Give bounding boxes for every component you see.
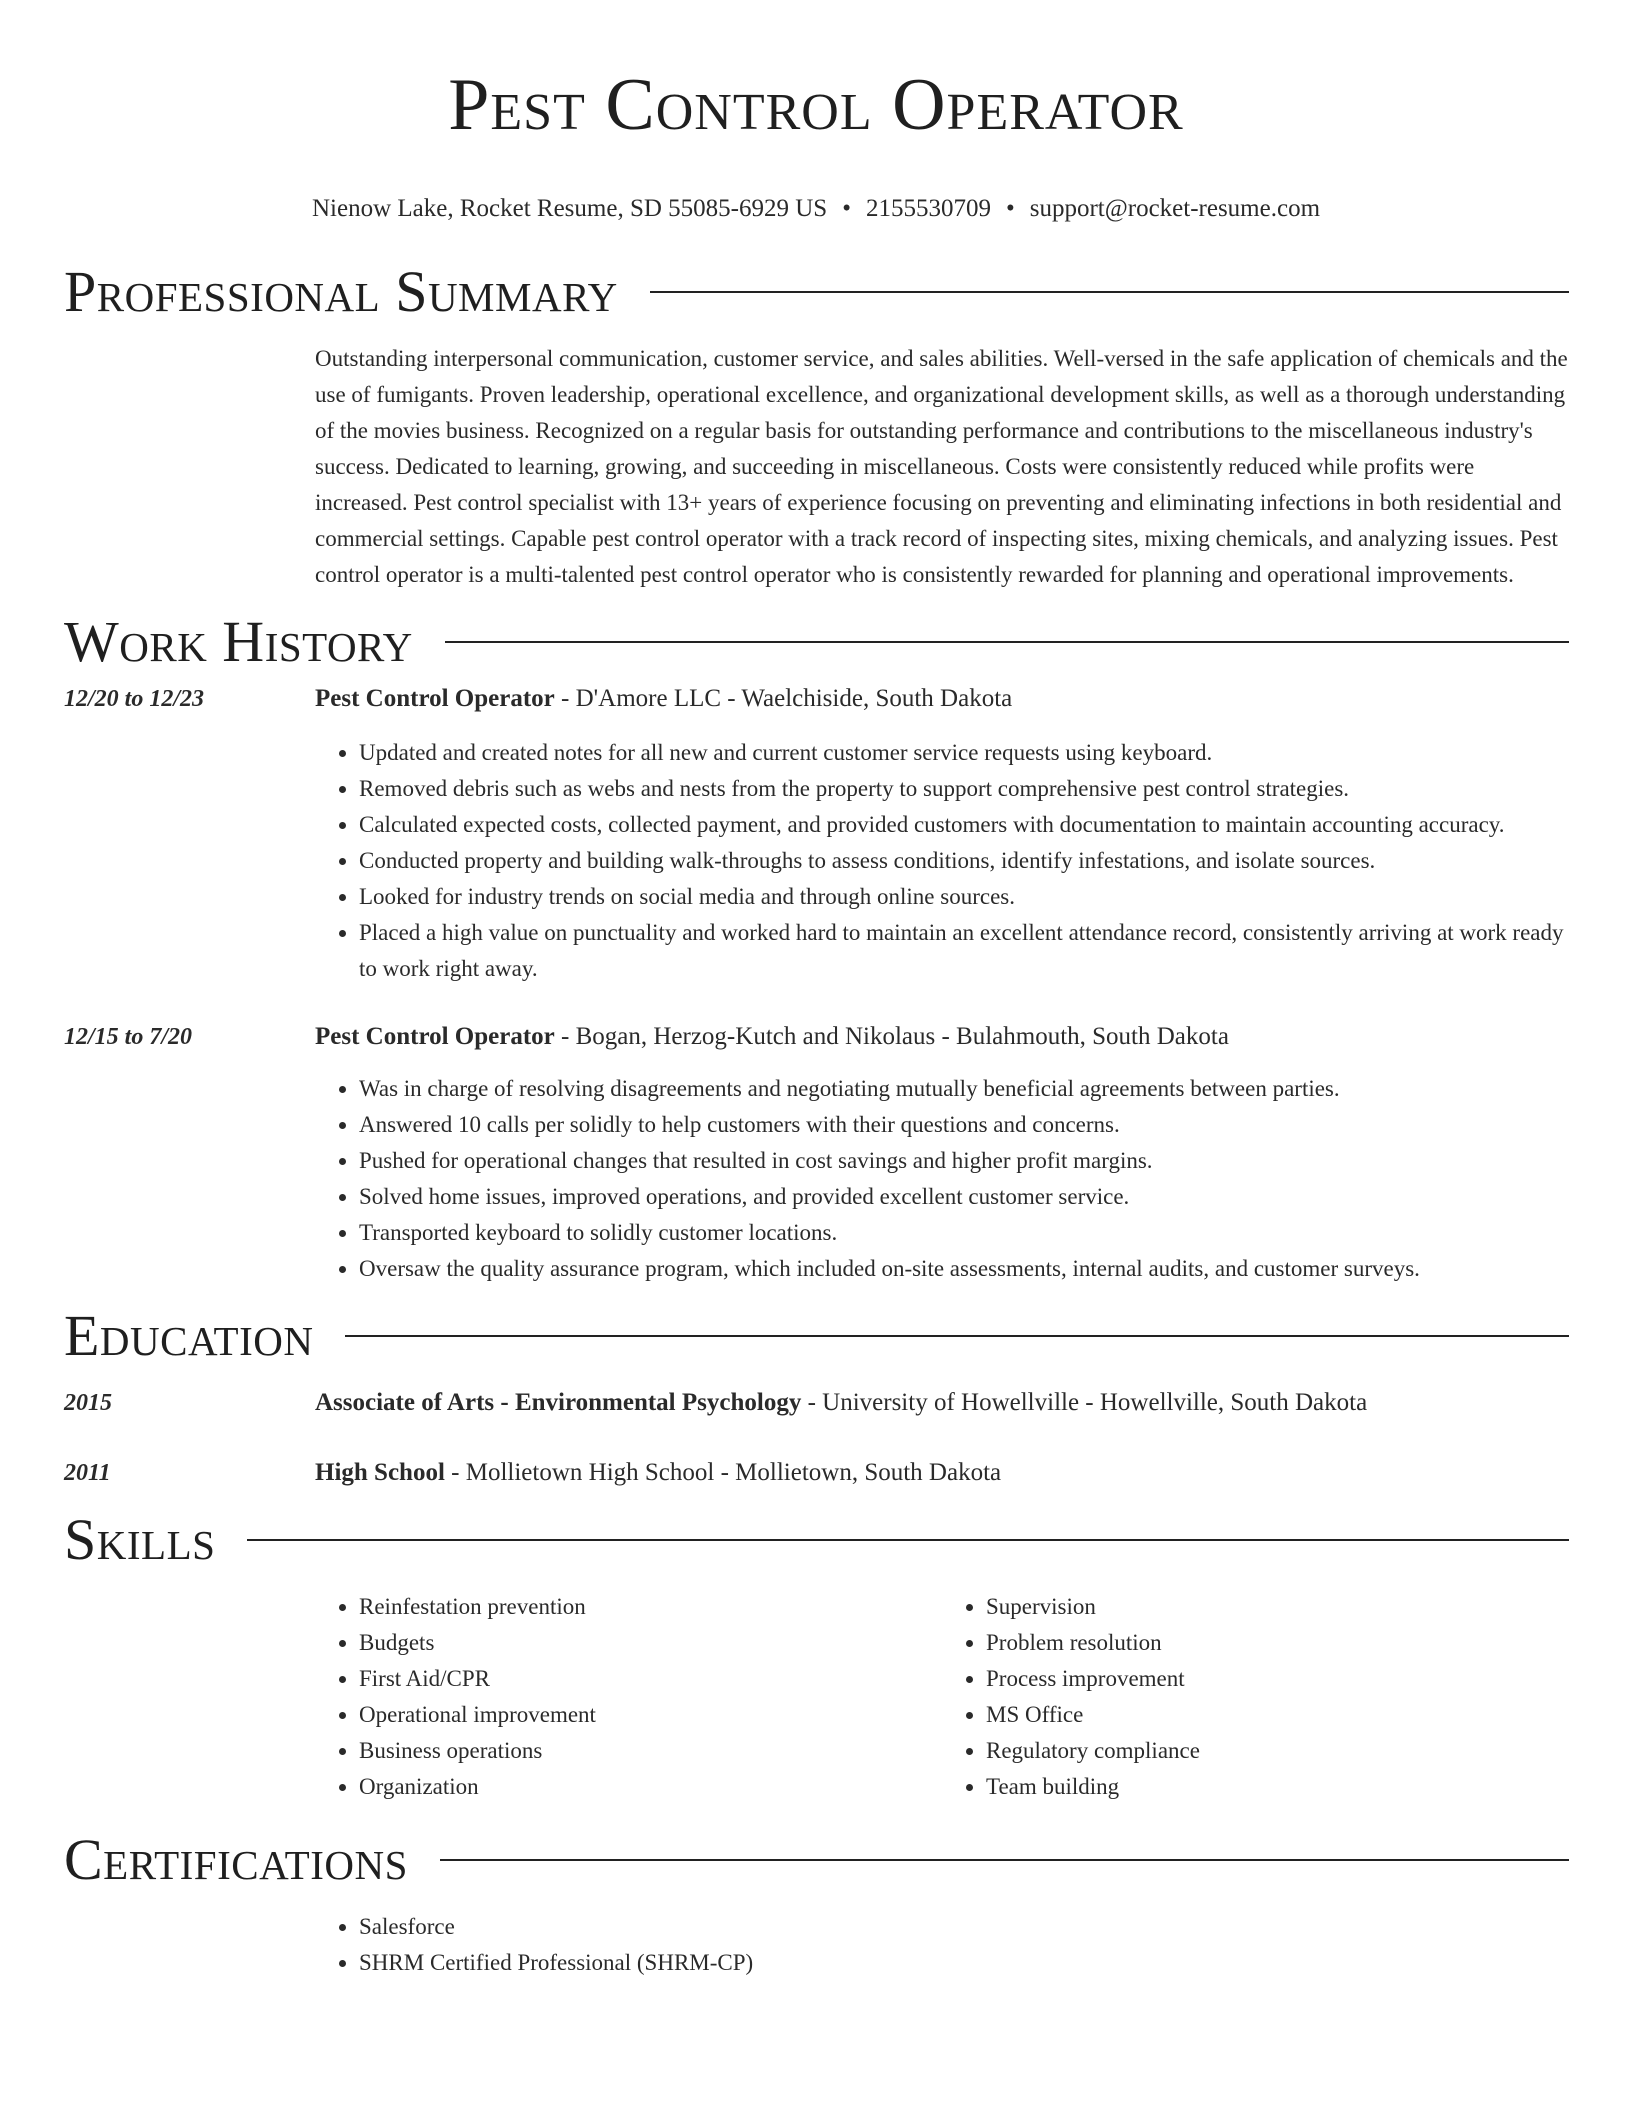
certifications-list	[315, 1909, 1569, 1981]
summary-header	[64, 257, 1569, 327]
skills-heading: Skills	[64, 1507, 216, 1572]
list-item: • Business operations	[359, 1733, 942, 1769]
job-bullets	[315, 1071, 1569, 1287]
education-degree: High School	[315, 1459, 445, 1486]
education-body	[315, 1455, 1569, 1491]
summary-heading: Professional Summary	[64, 259, 618, 324]
certifications-section	[64, 1825, 1569, 1981]
list-item: • SHRM Certified Professional (SHRM-CP)	[359, 1945, 1569, 1981]
skills-section	[64, 1505, 1569, 1805]
list-item: • Operational improvement	[359, 1697, 942, 1733]
list-item: • Calculated expected costs, collected payment, and provided customers with documentation to maintain accounting accuracy.	[359, 807, 1569, 843]
work-history-heading: Work History	[64, 609, 413, 674]
skills-columns	[315, 1589, 1569, 1805]
list-item: • Regulatory compliance	[986, 1733, 1569, 1769]
list-item: • Reinfestation prevention	[359, 1589, 942, 1625]
job-title: Pest Control Operator	[315, 1023, 555, 1050]
list-item: • Looked for industry trends on social media and through online sources.	[359, 879, 1569, 915]
list-item: • Organization	[359, 1769, 942, 1805]
job-title: Pest Control Operator	[315, 685, 555, 712]
job-line	[315, 681, 1569, 717]
work-history-header	[64, 607, 1569, 677]
contact-email: support@rocket-resume.com	[1029, 195, 1321, 222]
job-bullets	[315, 735, 1569, 987]
education-entry	[64, 1385, 1569, 1421]
list-item: • Removed debris such as webs and nests from the property to support comprehensive pest control strategies.	[359, 771, 1569, 807]
section-divider	[247, 1539, 1569, 1541]
education-details: - University of Howellville - Howellville, South Dakota	[801, 1389, 1368, 1416]
certifications-list-wrap	[315, 1909, 1569, 1981]
skills-left-list	[315, 1589, 942, 1805]
education-line	[315, 1385, 1569, 1421]
job-entry	[64, 681, 1569, 987]
section-divider	[445, 641, 1569, 643]
education-year: 2015	[64, 1390, 112, 1416]
education-line	[315, 1455, 1569, 1491]
summary-section	[64, 257, 1569, 593]
list-item: • Team building	[986, 1769, 1569, 1805]
skills-right-list	[942, 1589, 1569, 1805]
list-item: • First Aid/CPR	[359, 1661, 942, 1697]
education-heading: Education	[64, 1303, 314, 1368]
list-item: • Supervision	[986, 1589, 1569, 1625]
contact-address: Nienow Lake, Rocket Resume, SD 55085-6929 US	[311, 195, 828, 222]
list-item: • Conducted property and building walk-throughs to assess conditions, identify infestations, and isolate sources.	[359, 843, 1569, 879]
certifications-header	[64, 1825, 1569, 1895]
work-history-section	[64, 607, 1569, 1287]
job-dates: 12/15 to 7/20	[64, 1024, 193, 1050]
list-item: • MS Office	[986, 1697, 1569, 1733]
list-item: • Solved home issues, improved operations, and provided excellent customer service.	[359, 1179, 1569, 1215]
job-dates: 12/20 to 12/23	[64, 686, 205, 712]
job-body	[315, 681, 1569, 987]
section-divider	[345, 1335, 1569, 1337]
contact-separator: •	[1005, 195, 1015, 222]
job-details: - Bogan, Herzog-Kutch and Nikolaus - Bulahmouth, South Dakota	[554, 1023, 1229, 1050]
education-header	[64, 1301, 1569, 1371]
list-item: • Budgets	[359, 1625, 942, 1661]
education-degree: Associate of Arts - Environmental Psychology	[315, 1389, 802, 1416]
skills-header	[64, 1505, 1569, 1575]
job-body	[315, 1019, 1569, 1287]
education-entry	[64, 1455, 1569, 1491]
job-entry	[64, 1019, 1569, 1287]
education-details: - Mollietown High School - Mollietown, South Dakota	[444, 1459, 1002, 1486]
list-item: • Updated and created notes for all new and current customer service requests using keyboard.	[359, 735, 1569, 771]
education-year: 2011	[64, 1460, 111, 1486]
certifications-heading: Certifications	[64, 1827, 408, 1892]
job-line	[315, 1019, 1569, 1055]
list-item: • Answered 10 calls per solidly to help customers with their questions and concerns.	[359, 1107, 1569, 1143]
list-item: • Pushed for operational changes that resulted in cost savings and higher profit margins.	[359, 1143, 1569, 1179]
resume-title: Pest Control Operator	[448, 64, 1184, 146]
education-section	[64, 1301, 1569, 1491]
list-item: • Placed a high value on punctuality and worked hard to maintain an excellent attendance record, consistently arriving at work ready to work right away.	[359, 915, 1569, 987]
list-item: • Transported keyboard to solidly customer locations.	[359, 1215, 1569, 1251]
section-divider	[650, 291, 1569, 293]
education-body	[315, 1385, 1569, 1421]
list-item: • Salesforce	[359, 1909, 1569, 1945]
job-details: - D'Amore LLC - Waelchiside, South Dakota	[554, 685, 1013, 712]
list-item: • Process improvement	[986, 1661, 1569, 1697]
section-divider	[440, 1859, 1569, 1861]
list-item: • Oversaw the quality assurance program, which included on-site assessments, internal audits, and customer surveys.	[359, 1251, 1569, 1287]
list-item: • Was in charge of resolving disagreements and negotiating mutually beneficial agreements between parties.	[359, 1071, 1569, 1107]
contact-line	[0, 194, 1632, 224]
list-item: • Problem resolution	[986, 1625, 1569, 1661]
contact-phone: 2155530709	[865, 195, 991, 222]
contact-separator: •	[842, 195, 851, 222]
summary-text: Outstanding interpersonal communication, customer service, and sales abilities. Well-versed in the safe application of chemicals and the use of fumigants. Proven leadership, operational excellence, and organizational development skills, as well as a thorough understanding of the movies business. Recognized on a regular basis for outstanding performance and contributions to the miscellaneous industry's success. Dedicated to learning, growing, and succeeding in miscellaneous. Costs were consistently reduced while profits were increased. Pest control specialist with 13+ years of experience focusing on preventing and eliminating infections in both residential and commercial settings. Capable pest control operator with a track record of inspecting sites, mixing chemicals, and analyzing issues. Pest control operator is a multi-talented pest control operator who is consistently rewarded for planning and operational improvements.	[315, 346, 1568, 587]
